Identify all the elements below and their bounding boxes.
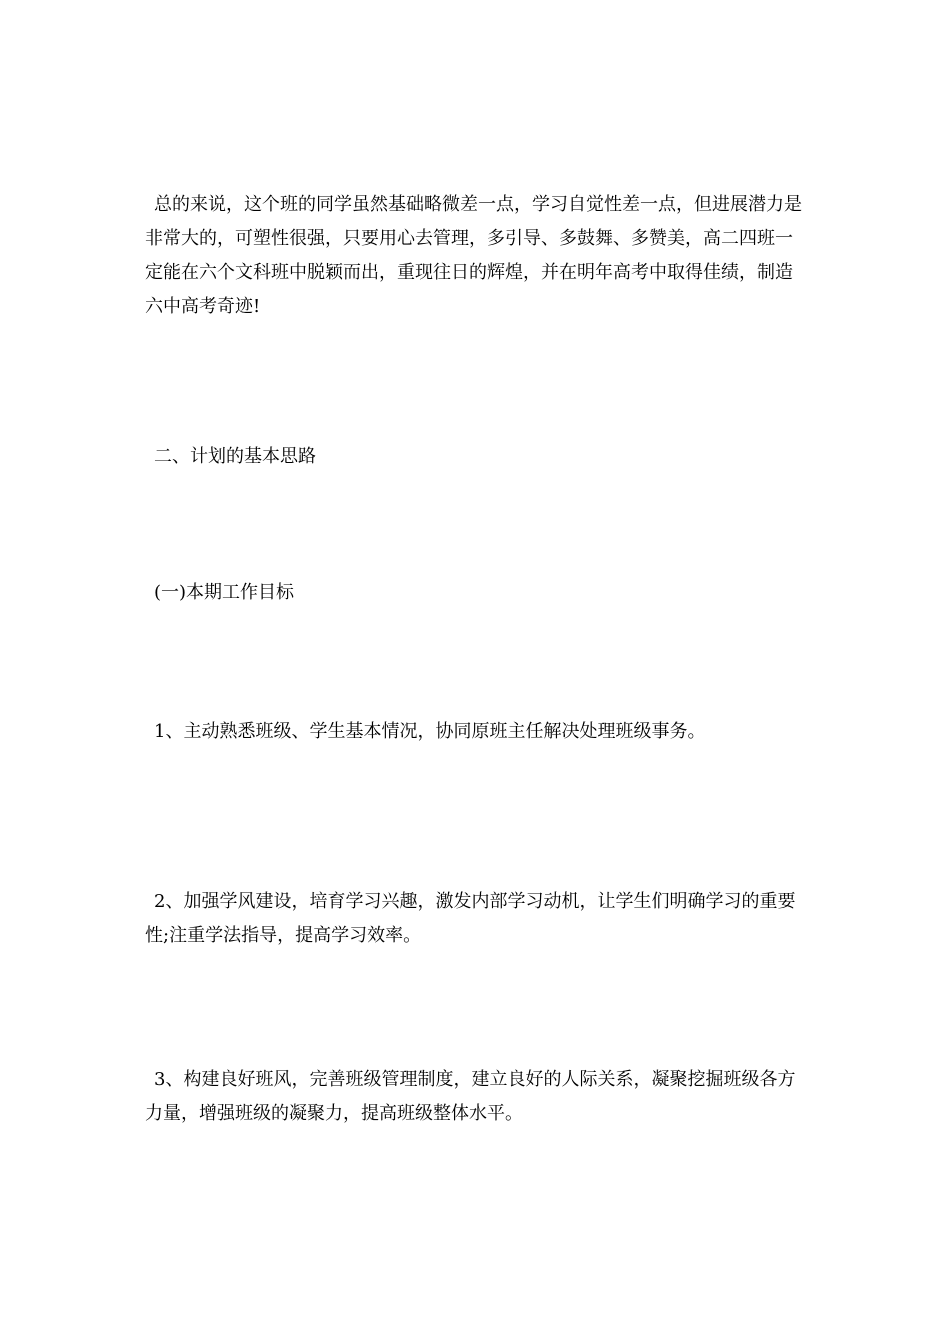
goal-text: 3、构建良好班风，完善班级管理制度，建立良好的人际关系，凝聚挖掘班级各方力量，增强班级的凝聚力，提高班级整体水平。 (145, 1069, 796, 1124)
goal-item-1 (145, 715, 805, 749)
goal-text: 1、主动熟悉班级、学生基本情况，协同原班主任解决处理班级事务。 (154, 721, 706, 742)
summary-text: 总的来说，这个班的同学虽然基础略微差一点，学习自觉性差一点，但进展潜力是非常大的，可塑性很强，只要用心去管理，多引导、多鼓舞、多赞美，高二四班一定能在六个文科班中脱颖而出，重现往日的辉煌，并在明年高考中取得佳绩，制造六中高考奇迹! (145, 194, 802, 317)
goal-text: 2、加强学风建设，培育学习兴趣，激发内部学习动机，让学生们明确学习的重要性;注重学法指导，提高学习效率。 (145, 891, 796, 946)
goal-item-2 (145, 885, 805, 953)
subsection-heading-text: (一)本期工作目标 (154, 582, 295, 603)
section-heading (145, 440, 805, 474)
summary-paragraph (145, 188, 805, 324)
section-heading-text: 二、计划的基本思路 (154, 446, 316, 467)
goal-item-3 (145, 1063, 805, 1131)
subsection-heading (145, 576, 805, 610)
